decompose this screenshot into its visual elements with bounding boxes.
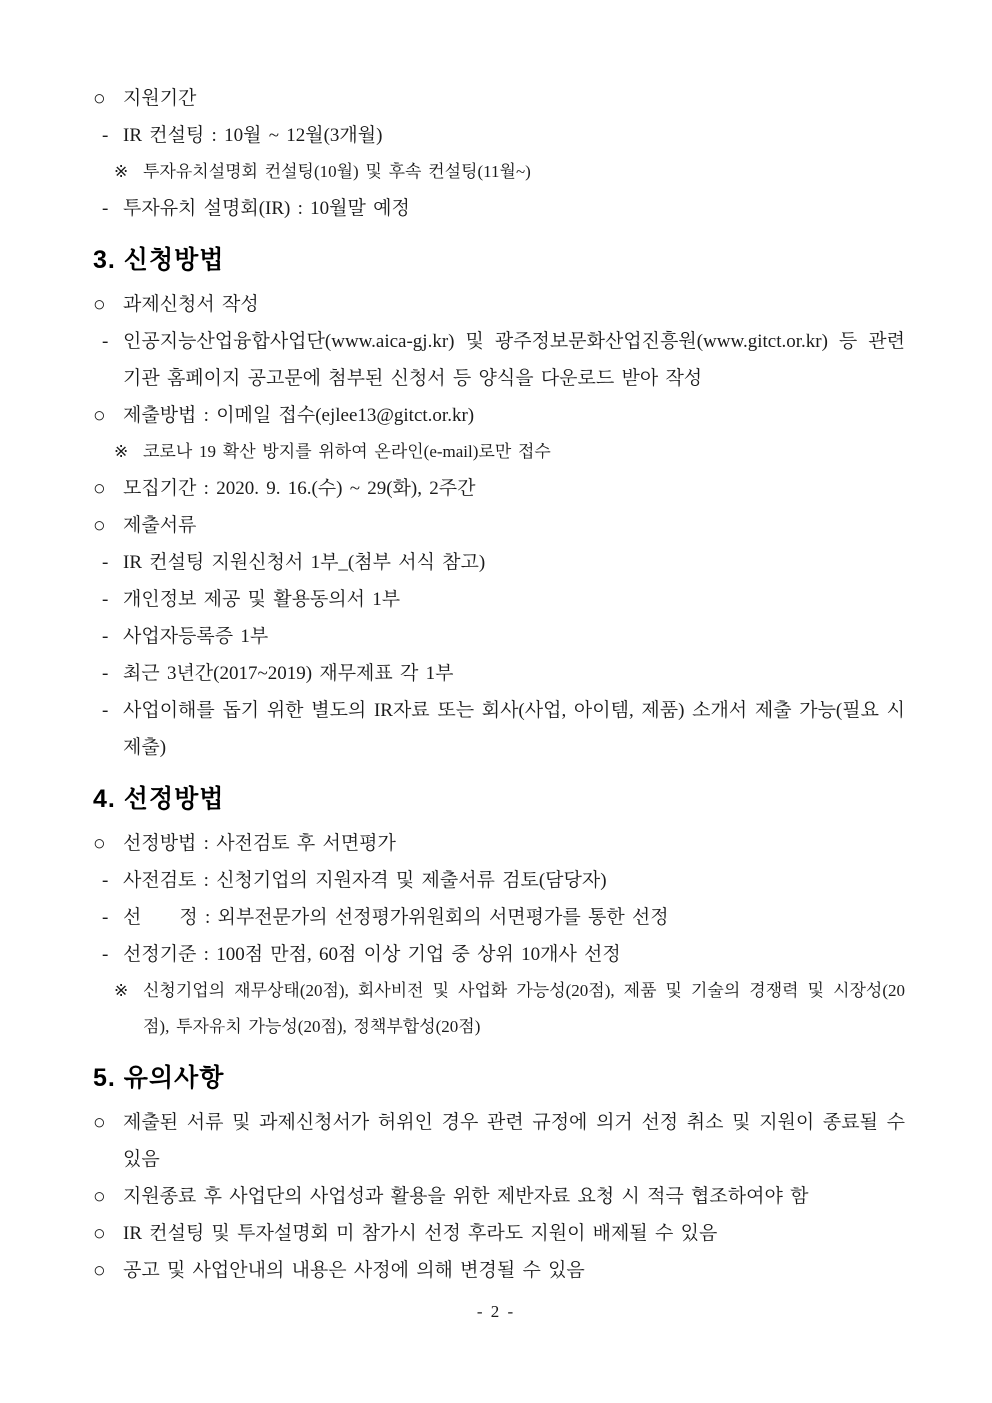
section-heading-4-selection-method: 4. 선정방법 xyxy=(93,785,225,813)
list-item xyxy=(93,117,905,154)
list-item-text: IR 컨설팅 및 투자설명회 미 참가시 선정 후라도 지원이 배제될 수 있음 xyxy=(123,1223,718,1244)
list-item xyxy=(93,470,905,507)
list-item-text: 선정방법 : 사전검토 후 서면평가 xyxy=(123,833,396,854)
dash-bullet-icon: - xyxy=(102,589,109,610)
section-heading-5-notices: 5. 유의사항 xyxy=(93,1064,225,1092)
list-item xyxy=(93,825,905,862)
list-item-text: 선 정 : 외부전문가의 선정평가위원회의 서면평가를 통한 선정 xyxy=(123,907,669,928)
circle-bullet-icon: ○ xyxy=(93,1258,106,1282)
list-item xyxy=(93,434,905,470)
list-item-text: 사업자등록증 1부 xyxy=(123,626,269,647)
list-item xyxy=(93,618,905,655)
list-item-text: 제출된 서류 및 과제신청서가 허위인 경우 관련 규정에 의거 선정 취소 및 지원이 종료될 수 있음 xyxy=(123,1112,905,1170)
list-item-text: 지원기간 xyxy=(123,88,197,109)
circle-bullet-icon: ○ xyxy=(93,1221,106,1245)
list-item xyxy=(93,323,905,397)
dash-bullet-icon: - xyxy=(102,125,109,146)
dash-bullet-icon: - xyxy=(102,331,109,352)
note-bullet-icon: ※ xyxy=(114,162,129,181)
list-item-text: 인공지능산업융합사업단(www.aica-gj.kr) 및 광주정보문화산업진흥원(www.gitct.or.kr) 등 관련기관 홈페이지 공고문에 첨부된 신청서 등 양식을 다운로드 받아 작성 xyxy=(123,331,905,389)
list-item xyxy=(93,190,905,227)
list-item-text: IR 컨설팅 지원신청서 1부_(첨부 서식 참고) xyxy=(123,552,486,573)
list-item-text: 사업이해를 돕기 위한 별도의 IR자료 또는 회사(사업, 아이템, 제품) 소개서 제출 가능(필요 시 제출) xyxy=(123,700,905,758)
dash-bullet-icon: - xyxy=(102,870,109,891)
list-item-text: 선정기준 : 100점 만점, 60점 이상 기업 중 상위 10개사 선정 xyxy=(123,944,621,965)
list-item xyxy=(93,397,905,434)
list-item xyxy=(93,1215,905,1252)
list-item xyxy=(93,862,905,899)
list-item xyxy=(93,1104,905,1178)
dash-bullet-icon: - xyxy=(102,198,109,219)
list-item xyxy=(93,973,905,1045)
document-body xyxy=(93,80,905,1289)
list-item-text: 제출서류 xyxy=(123,515,197,536)
list-item-text: 투자유치 설명회(IR) : 10월말 예정 xyxy=(123,198,410,219)
list-item-text: 모집기간 : 2020. 9. 16.(수) ~ 29(화), 2주간 xyxy=(123,478,476,499)
section-3-application-method xyxy=(93,241,905,766)
circle-bullet-icon: ○ xyxy=(93,292,106,316)
circle-bullet-icon: ○ xyxy=(93,476,106,500)
section-5-notices xyxy=(93,1059,905,1289)
circle-bullet-icon: ○ xyxy=(93,831,106,855)
circle-bullet-icon: ○ xyxy=(93,1184,106,1208)
list-item-text: 신청기업의 재무상태(20점), 회사비전 및 사업화 가능성(20점), 제품 및 기술의 경쟁력 및 시장성(20점), 투자유치 가능성(20점), 정책부합성(20점) xyxy=(143,981,905,1036)
dash-bullet-icon: - xyxy=(102,663,109,684)
circle-bullet-icon: ○ xyxy=(93,1110,106,1134)
circle-bullet-icon: ○ xyxy=(93,513,106,537)
list-item xyxy=(93,581,905,618)
list-item xyxy=(93,655,905,692)
section-heading-3-application-method: 3. 신청방법 xyxy=(93,246,225,274)
dash-bullet-icon: - xyxy=(102,552,109,573)
dash-bullet-icon: - xyxy=(102,700,109,721)
list-item xyxy=(93,507,905,544)
list-item-text: IR 컨설팅 : 10월 ~ 12월(3개월) xyxy=(123,125,383,146)
list-item-text: 지원종료 후 사업단의 사업성과 활용을 위한 제반자료 요청 시 적극 협조하여야 함 xyxy=(123,1186,809,1207)
note-bullet-icon: ※ xyxy=(114,981,129,1000)
list-item-text: 과제신청서 작성 xyxy=(123,294,259,315)
list-item xyxy=(93,936,905,973)
list-item xyxy=(93,1252,905,1289)
dash-bullet-icon: - xyxy=(102,626,109,647)
circle-bullet-icon: ○ xyxy=(93,86,106,110)
page-number: - 2 - xyxy=(476,1302,516,1321)
list-item xyxy=(93,692,905,766)
list-item xyxy=(93,1178,905,1215)
list-item-text: 투자유치설명회 컨설팅(10월) 및 후속 컨설팅(11월~) xyxy=(143,162,531,181)
list-item xyxy=(93,899,905,936)
list-item-text: 개인정보 제공 및 활용동의서 1부 xyxy=(123,589,401,610)
section-support-period xyxy=(93,80,905,227)
list-item xyxy=(93,544,905,581)
list-item xyxy=(93,154,905,190)
note-bullet-icon: ※ xyxy=(114,442,129,461)
circle-bullet-icon: ○ xyxy=(93,403,106,427)
list-item-text: 사전검토 : 신청기업의 지원자격 및 제출서류 검토(담당자) xyxy=(123,870,607,891)
list-item-text: 최근 3년간(2017~2019) 재무제표 각 1부 xyxy=(123,663,454,684)
list-item xyxy=(93,80,905,117)
dash-bullet-icon: - xyxy=(102,907,109,928)
dash-bullet-icon: - xyxy=(102,944,109,965)
list-item-text: 코로나 19 확산 방지를 위하여 온라인(e-mail)로만 접수 xyxy=(143,442,551,461)
section-4-selection-method xyxy=(93,780,905,1045)
list-item-text: 공고 및 사업안내의 내용은 사정에 의해 변경될 수 있음 xyxy=(123,1260,585,1281)
list-item xyxy=(93,286,905,323)
list-item-text: 제출방법 : 이메일 접수(ejlee13@gitct.or.kr) xyxy=(123,405,475,426)
